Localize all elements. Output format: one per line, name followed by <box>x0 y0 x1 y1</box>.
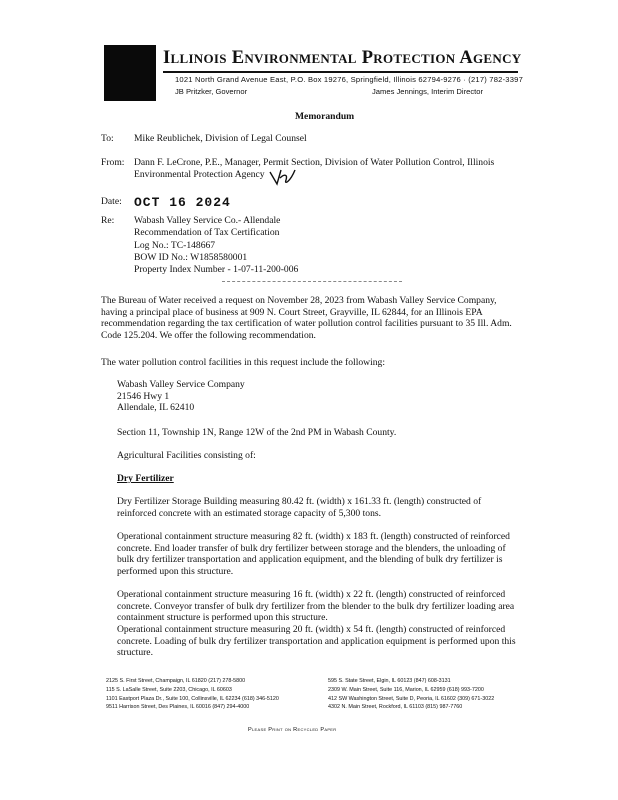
footer-offices-right <box>328 677 494 712</box>
footer-office: 4302 N. Main Street, Rockford, IL 61103 (815) 987-7760 <box>328 704 463 711</box>
re-value <box>134 215 514 276</box>
re-line: Property Index Number - 1-07-11-200-006 <box>134 264 299 276</box>
footer-office: 2309 W. Main Street, Suite 116, Marion, IL 62959 (618) 993-7200 <box>328 686 484 693</box>
re-line: Log No.: TC-148667 <box>134 239 216 251</box>
facility-item-2: Operational containment structure measuring 82 ft. (width) x 183 ft. (length) constructed of reinforced concrete. End loader transfer of bulk dry fertilizer between storage and the blenders, the unloading of bulk dry fertilizer transportation and application equipment, and the blending of bulk dry fertilizer is performed upon this structure. <box>117 531 510 578</box>
ag-facilities-heading: Agricultural Facilities consisting of: <box>117 450 256 461</box>
agency-logo <box>104 45 156 101</box>
from-label: From: <box>101 157 125 168</box>
facility-item-4: Operational containment structure measuring 20 ft. (width) x 54 ft. (length) constructed of reinforced concrete. Loading of bulk dry fertilizer transportation and application equipment is performed upon this structure. <box>117 624 516 659</box>
to-label: To: <box>101 133 114 144</box>
footer-office: 412 SW Washington Street, Suite D, Peoria, IL 61602 (309) 671-3022 <box>328 695 495 702</box>
re-line: BOW ID No.: W1858580001 <box>134 251 248 263</box>
to-value: Mike Reublichek, Division of Legal Counsel <box>134 133 307 144</box>
re-line: Wabash Valley Service Co.- Allendale <box>134 215 281 226</box>
footer-office: 115 S. LaSalle Street, Suite 2203, Chicago, IL 60603 <box>106 686 232 693</box>
header-rule <box>163 71 518 73</box>
agency-address: 1021 North Grand Avenue East, P.O. Box 19276, Springfield, Illinois 62794-9276 · (217) 782-3397 <box>175 75 523 84</box>
footer-office: 1101 Eastport Plaza Dr., Suite 100, Collinsville, IL 62234 (618) 346-5120 <box>106 695 279 702</box>
footer-office: 2125 S. First Street, Champaign, IL 61820 (217) 278-5800 <box>106 678 246 684</box>
memo-title: Memorandum <box>295 111 355 122</box>
facility-item-3: Operational containment structure measuring 16 ft. (width) x 22 ft. (length) constructed of reinforced concrete. Conveyor transfer of bulk dry fertilizer from the blender to the bulk dry fertilizer loading area containment structure is performed upon this structure. <box>117 589 515 624</box>
location-paragraph: Section 11, Township 1N, Range 12W of the 2nd PM in Wabash County. <box>117 427 397 438</box>
company-address <box>117 379 521 414</box>
governor-name: JB Pritzker, Governor <box>175 87 248 96</box>
date-label: Date: <box>101 196 122 207</box>
separator-line <box>222 281 402 283</box>
company-name: Wabash Valley Service Company <box>117 379 245 390</box>
from-line-1: Dann F. LeCrone, P.E., Manager, Permit Section, Division of Water Pollution Control, Illinois <box>134 157 495 168</box>
intro-paragraph: The Bureau of Water received a request on November 28, 2023 from Wabash Valley Service Company, having a principal place of business at 909 N. Court Street, Grayville, IL 62844, for an Illinois EPA recommendation regarding the tax certification of water pollution control facilities pursuant to 35 Ill. Adm. Code 125.204. We offer the following recommendation. <box>101 295 512 342</box>
director-name: James Jennings, Interim Director <box>372 87 483 96</box>
facilities-intro: The water pollution control facilities in this request include the following: <box>101 357 386 368</box>
footer-offices-left <box>106 677 279 712</box>
footer-office: 595 S. State Street, Elgin, IL 60123 (847) 608-3131 <box>328 678 451 684</box>
agency-name: Illinois Environmental Protection Agency <box>163 48 522 68</box>
company-city: Allendale, IL 62410 <box>117 402 195 414</box>
re-line: Recommendation of Tax Certification <box>134 227 280 239</box>
re-label: Re: <box>101 215 115 226</box>
initials-signature-icon <box>268 166 298 188</box>
from-line-2: Environmental Protection Agency <box>134 169 265 181</box>
recycled-paper-note: Please Print on Recycled Paper <box>248 727 337 733</box>
dry-fertilizer-heading: Dry Fertilizer <box>117 473 174 484</box>
facility-item-1: Dry Fertilizer Storage Building measuring 80.42 ft. (width) x 161.33 ft. (length) constructed of reinforced concrete with an estimated storage capacity of 5,300 tons. <box>117 496 482 519</box>
from-value <box>134 157 514 182</box>
footer-office: 9511 Harrison Street, Des Plaines, IL 60016 (847) 294-4000 <box>106 704 250 711</box>
date-stamp: OCT 16 2024 <box>134 195 231 210</box>
company-street: 21546 Hwy 1 <box>117 390 170 402</box>
